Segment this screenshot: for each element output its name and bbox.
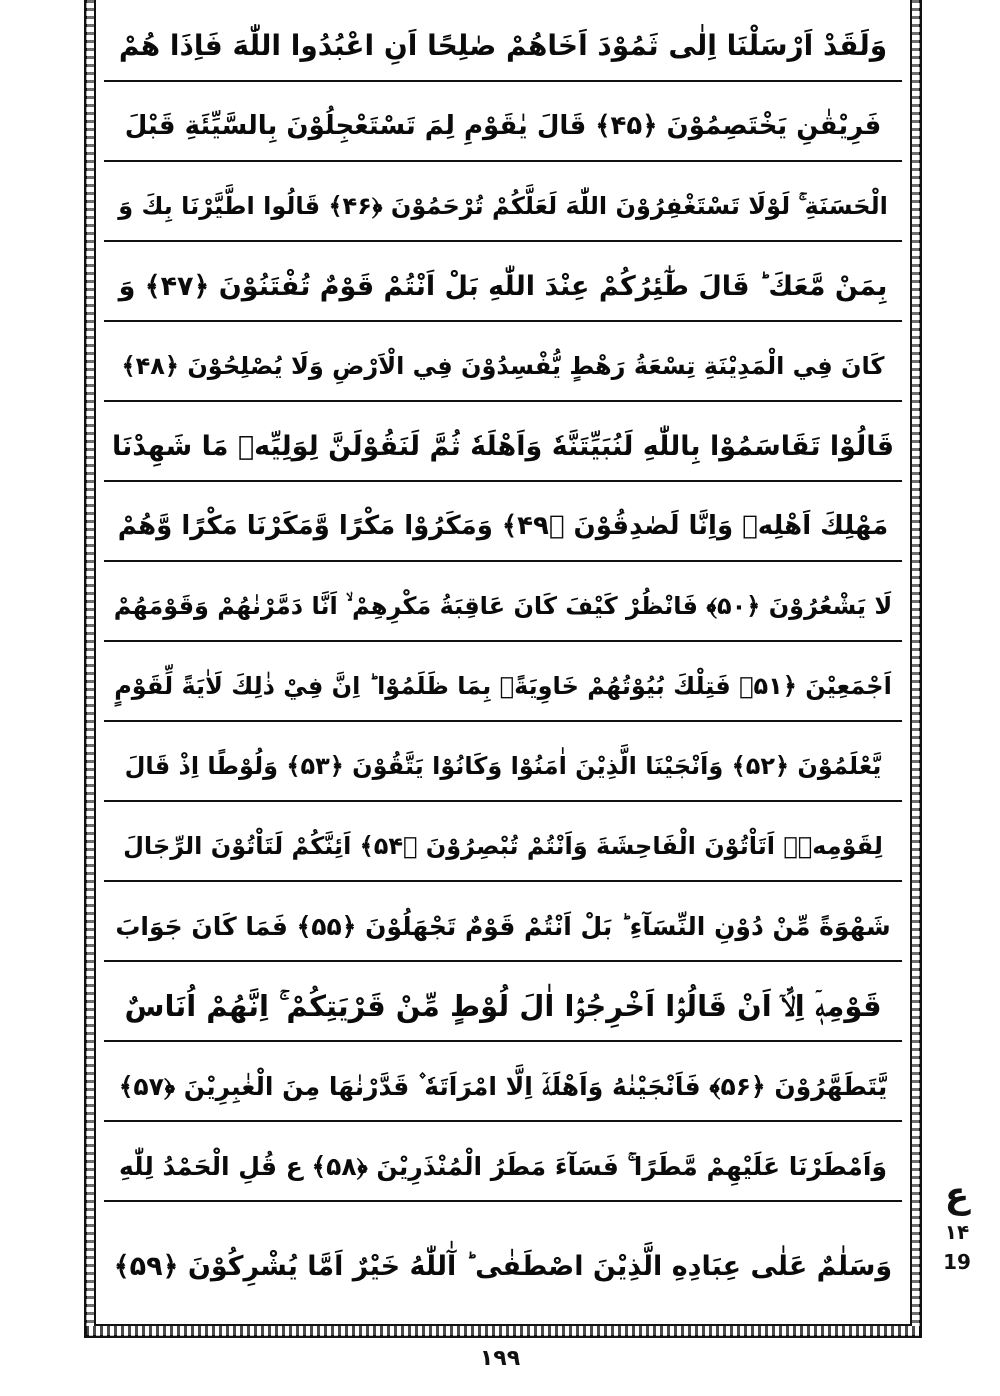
- line-text: قَوْمِهٖۤ اِلَّاۤ اَنْ قَالُوْۤا اَخْرِجُوْۤا اٰلَ لُوْطٍ مِّنْ قَرْيَتِكُمْ ۚ اِنَّهُمْ اُنَاسٌ: [124, 988, 882, 1023]
- line-text: اَجْمَعِيْنَ ﴿۵۱﴾ فَتِلْكَ بُيُوْتُهُمْ خَاوِيَةًۢ بِمَا ظَلَمُوْا ؕ اِنَّ فِيْ ذٰلِكَ لَاٰيَةً لِّقَوْمٍ: [114, 672, 892, 700]
- line-text: وَسَلٰمٌ عَلٰى عِبَادِهِ الَّذِيْنَ اصْطَفٰى ؕ آٰللّٰهُ خَيْرٌ اَمَّا يُشْرِكُوْنَ ﴿۵۹﴾: [113, 1250, 893, 1282]
- ruku-margin-marker: [922, 1175, 992, 1274]
- footer-page-marker: ۱۹۹: [479, 1346, 521, 1371]
- text-line-14: [104, 1052, 902, 1122]
- text-line-6: [104, 412, 902, 482]
- left-border-ornament: [86, 0, 94, 1326]
- line-text: قَالُوْا تَقَاسَمُوْا بِاللّٰهِ لَنُبَيِّتَنَّهٗ وَاَهْلَهٗ ثُمَّ لَنَقُوْلَنَّ لِوَلِيِّهٖ مَا شَهِدْنَا: [111, 430, 895, 462]
- ruku-sign: ع: [944, 1175, 970, 1216]
- text-line-13: [104, 972, 902, 1042]
- line-text: مَهْلِكَ اَهْلِهٖ وَاِنَّا لَصٰدِقُوْنَ ﴿۴۹﴾ وَمَكَرُوْا مَكْرًا وَّمَكَرْنَا مَكْرًا وَّهُمْ: [117, 511, 889, 541]
- line-text: وَلَقَدْ اَرْسَلْنَا اِلٰى ثَمُوْدَ اَخَاهُمْ صٰلِحًا اَنِ اعْبُدُوا اللّٰهَ فَاِذَا هُمْ: [118, 29, 888, 62]
- text-line-11: [104, 812, 902, 882]
- page-side-number: 19: [943, 1250, 971, 1274]
- line-text: كَانَ فِي الْمَدِيْنَةِ تِسْعَةُ رَهْطٍ يُّفْسِدُوْنَ فِي الْاَرْضِ وَلَا يُصْلِحُوْنَ ﴿۴۸﴾: [121, 352, 885, 380]
- text-line-7: [104, 492, 902, 562]
- line-text: يَّتَطَهَّرُوْنَ ﴿۵۶﴾ فَاَنْجَيْنٰهُ وَاَهْلَهٗۤ اِلَّا امْرَاَتَهٗ ۫ قَدَّرْنٰهَا مِنَ الْغٰبِرِيْنَ ﴿۵۷﴾: [118, 1071, 888, 1101]
- text-line-1: [104, 12, 902, 82]
- text-line-9: [104, 652, 902, 722]
- line-text: وَاَمْطَرْنَا عَلَيْهِمْ مَّطَرًا ۚ فَسَآءَ مَطَرُ الْمُنْذَرِيْنَ ﴿۵۸﴾ ع قُلِ الْحَمْدُ لِلّٰهِ: [118, 1151, 888, 1181]
- text-line-16: [104, 1212, 902, 1320]
- text-line-3: [104, 172, 902, 242]
- text-line-15: [104, 1132, 902, 1202]
- text-line-8: [104, 572, 902, 642]
- text-line-12: [104, 892, 902, 962]
- line-text: بِمَنْ مَّعَكَ ؕ قَالَ طٰٓئِرُكُمْ عِنْدَ اللّٰهِ بَلْ اَنْتُمْ قَوْمٌ تُفْتَنُوْنَ ﴿۴۷﴾ وَ: [118, 270, 888, 302]
- bottom-border-ornament: [86, 1326, 920, 1336]
- line-text: لِقَوْمِهٖۤ اَتَاْتُوْنَ الْفَاحِشَةَ وَاَنْتُمْ تُبْصِرُوْنَ ﴿۵۴﴾ اَئِنَّكُمْ لَتَاْتُوْنَ الرِّجَالَ: [123, 832, 883, 860]
- text-line-4: [104, 252, 902, 322]
- text-line-10: [104, 732, 902, 802]
- line-text: شَهْوَةً مِّنْ دُوْنِ النِّسَآءِ ؕ بَلْ اَنْتُمْ قَوْمٌ تَجْهَلُوْنَ ﴿۵۵﴾ فَمَا كَانَ جَوَابَ: [115, 911, 891, 941]
- line-text: لَا يَشْعُرُوْنَ ﴿۵۰﴾ فَانْظُرْ كَيْفَ كَانَ عَاقِبَةُ مَكْرِهِمْ ۙ اَنَّا دَمَّرْنٰهُمْ وَقَوْمَهُمْ: [113, 592, 893, 620]
- text-line-5: [104, 332, 902, 402]
- line-text: الْحَسَنَةِ ۚ لَوْلَا تَسْتَغْفِرُوْنَ اللّٰهَ لَعَلَّكُمْ تُرْحَمُوْنَ ﴿۴۶﴾ قَالُوا اطَّيَّرْنَا بِكَ وَ: [118, 192, 888, 220]
- line-text: فَرِيْقٰنِ يَخْتَصِمُوْنَ ﴿۴۵﴾ قَالَ يٰقَوْمِ لِمَ تَسْتَعْجِلُوْنَ بِالسَّيِّئَةِ قَبْلَ: [124, 111, 882, 141]
- text-line-2: [104, 92, 902, 162]
- line-text: يَّعْلَمُوْنَ ﴿۵۲﴾ وَاَنْجَيْنَا الَّذِيْنَ اٰمَنُوْا وَكَانُوْا يَتَّقُوْنَ ﴿۵۳﴾ وَلُوْطًا اِذْ قَالَ: [124, 752, 882, 780]
- right-border-ornament: [912, 0, 920, 1326]
- ruku-number: ۱۴: [944, 1220, 970, 1244]
